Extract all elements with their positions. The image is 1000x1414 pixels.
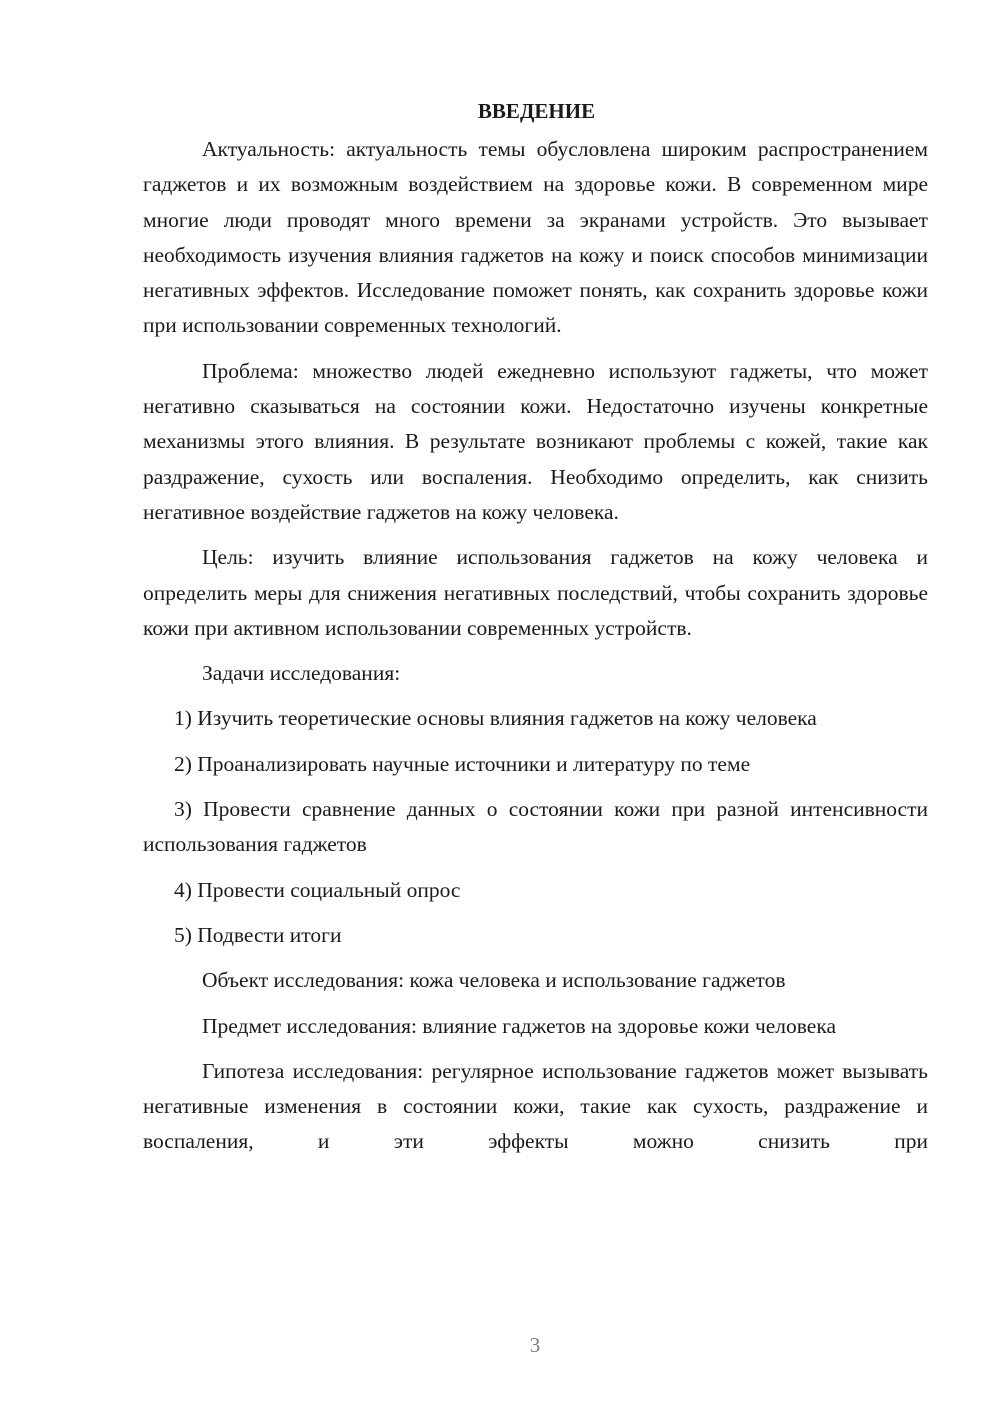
page-number: 3 xyxy=(529,1333,541,1357)
document-page xyxy=(143,96,928,1170)
relevance-paragraph: Актуальность: актуальность темы обусловлена широким распространением гаджетов и их возможным воздействием на здоровье кожи. В современном мире многие люди проводят много времени за экранами устройств. Это вызывает необходимость изучения влияния гаджетов на кожу и поиск способов минимизации негативных эффектов. Исследование поможет понять, как сохранить здоровье кожи при использовании современных технологий. xyxy=(143,137,928,338)
task-item-2: 2) Проанализировать научные источники и литературу по теме xyxy=(174,751,751,776)
subject-paragraph: Предмет исследования: влияние гаджетов на здоровье кожи человека xyxy=(202,1013,837,1038)
page-title: ВВЕДЕНИЕ xyxy=(477,99,596,123)
tasks-title: Задачи исследования: xyxy=(202,661,401,686)
hypothesis-paragraph: Гипотеза исследования: регулярное использование гаджетов может вызывать негативные изменения в состоянии кожи, такие как сухость, раздражение и воспаления, и эти эффекты можно снизить при xyxy=(143,1058,928,1154)
problem-paragraph: Проблема: множество людей ежедневно используют гаджеты, что может негативно сказываться на состоянии кожи. Недостаточно изучены конкретные механизмы этого влияния. В результате возникают проблемы с кожей, такие как раздражение, сухость или воспаления. Необходимо определить, как снизить негативное воздействие гаджетов на кожу человека. xyxy=(143,358,928,524)
task-item-5: 5) Подвести итоги xyxy=(174,922,342,947)
task-item-1: 1) Изучить теоретические основы влияния гаджетов на кожу человека xyxy=(174,706,817,731)
object-paragraph: Объект исследования: кожа человека и использование гаджетов xyxy=(202,968,786,993)
goal-paragraph: Цель: изучить влияние использования гаджетов на кожу человека и определить меры для снижения негативных последствий, чтобы сохранить здоровье кожи при активном использовании современных устройств. xyxy=(143,545,928,640)
task-item-4: 4) Провести социальный опрос xyxy=(174,877,461,902)
task-item-3: 3) Провести сравнение данных о состоянии кожи при разной интенсивности использования гаджетов xyxy=(143,797,928,857)
